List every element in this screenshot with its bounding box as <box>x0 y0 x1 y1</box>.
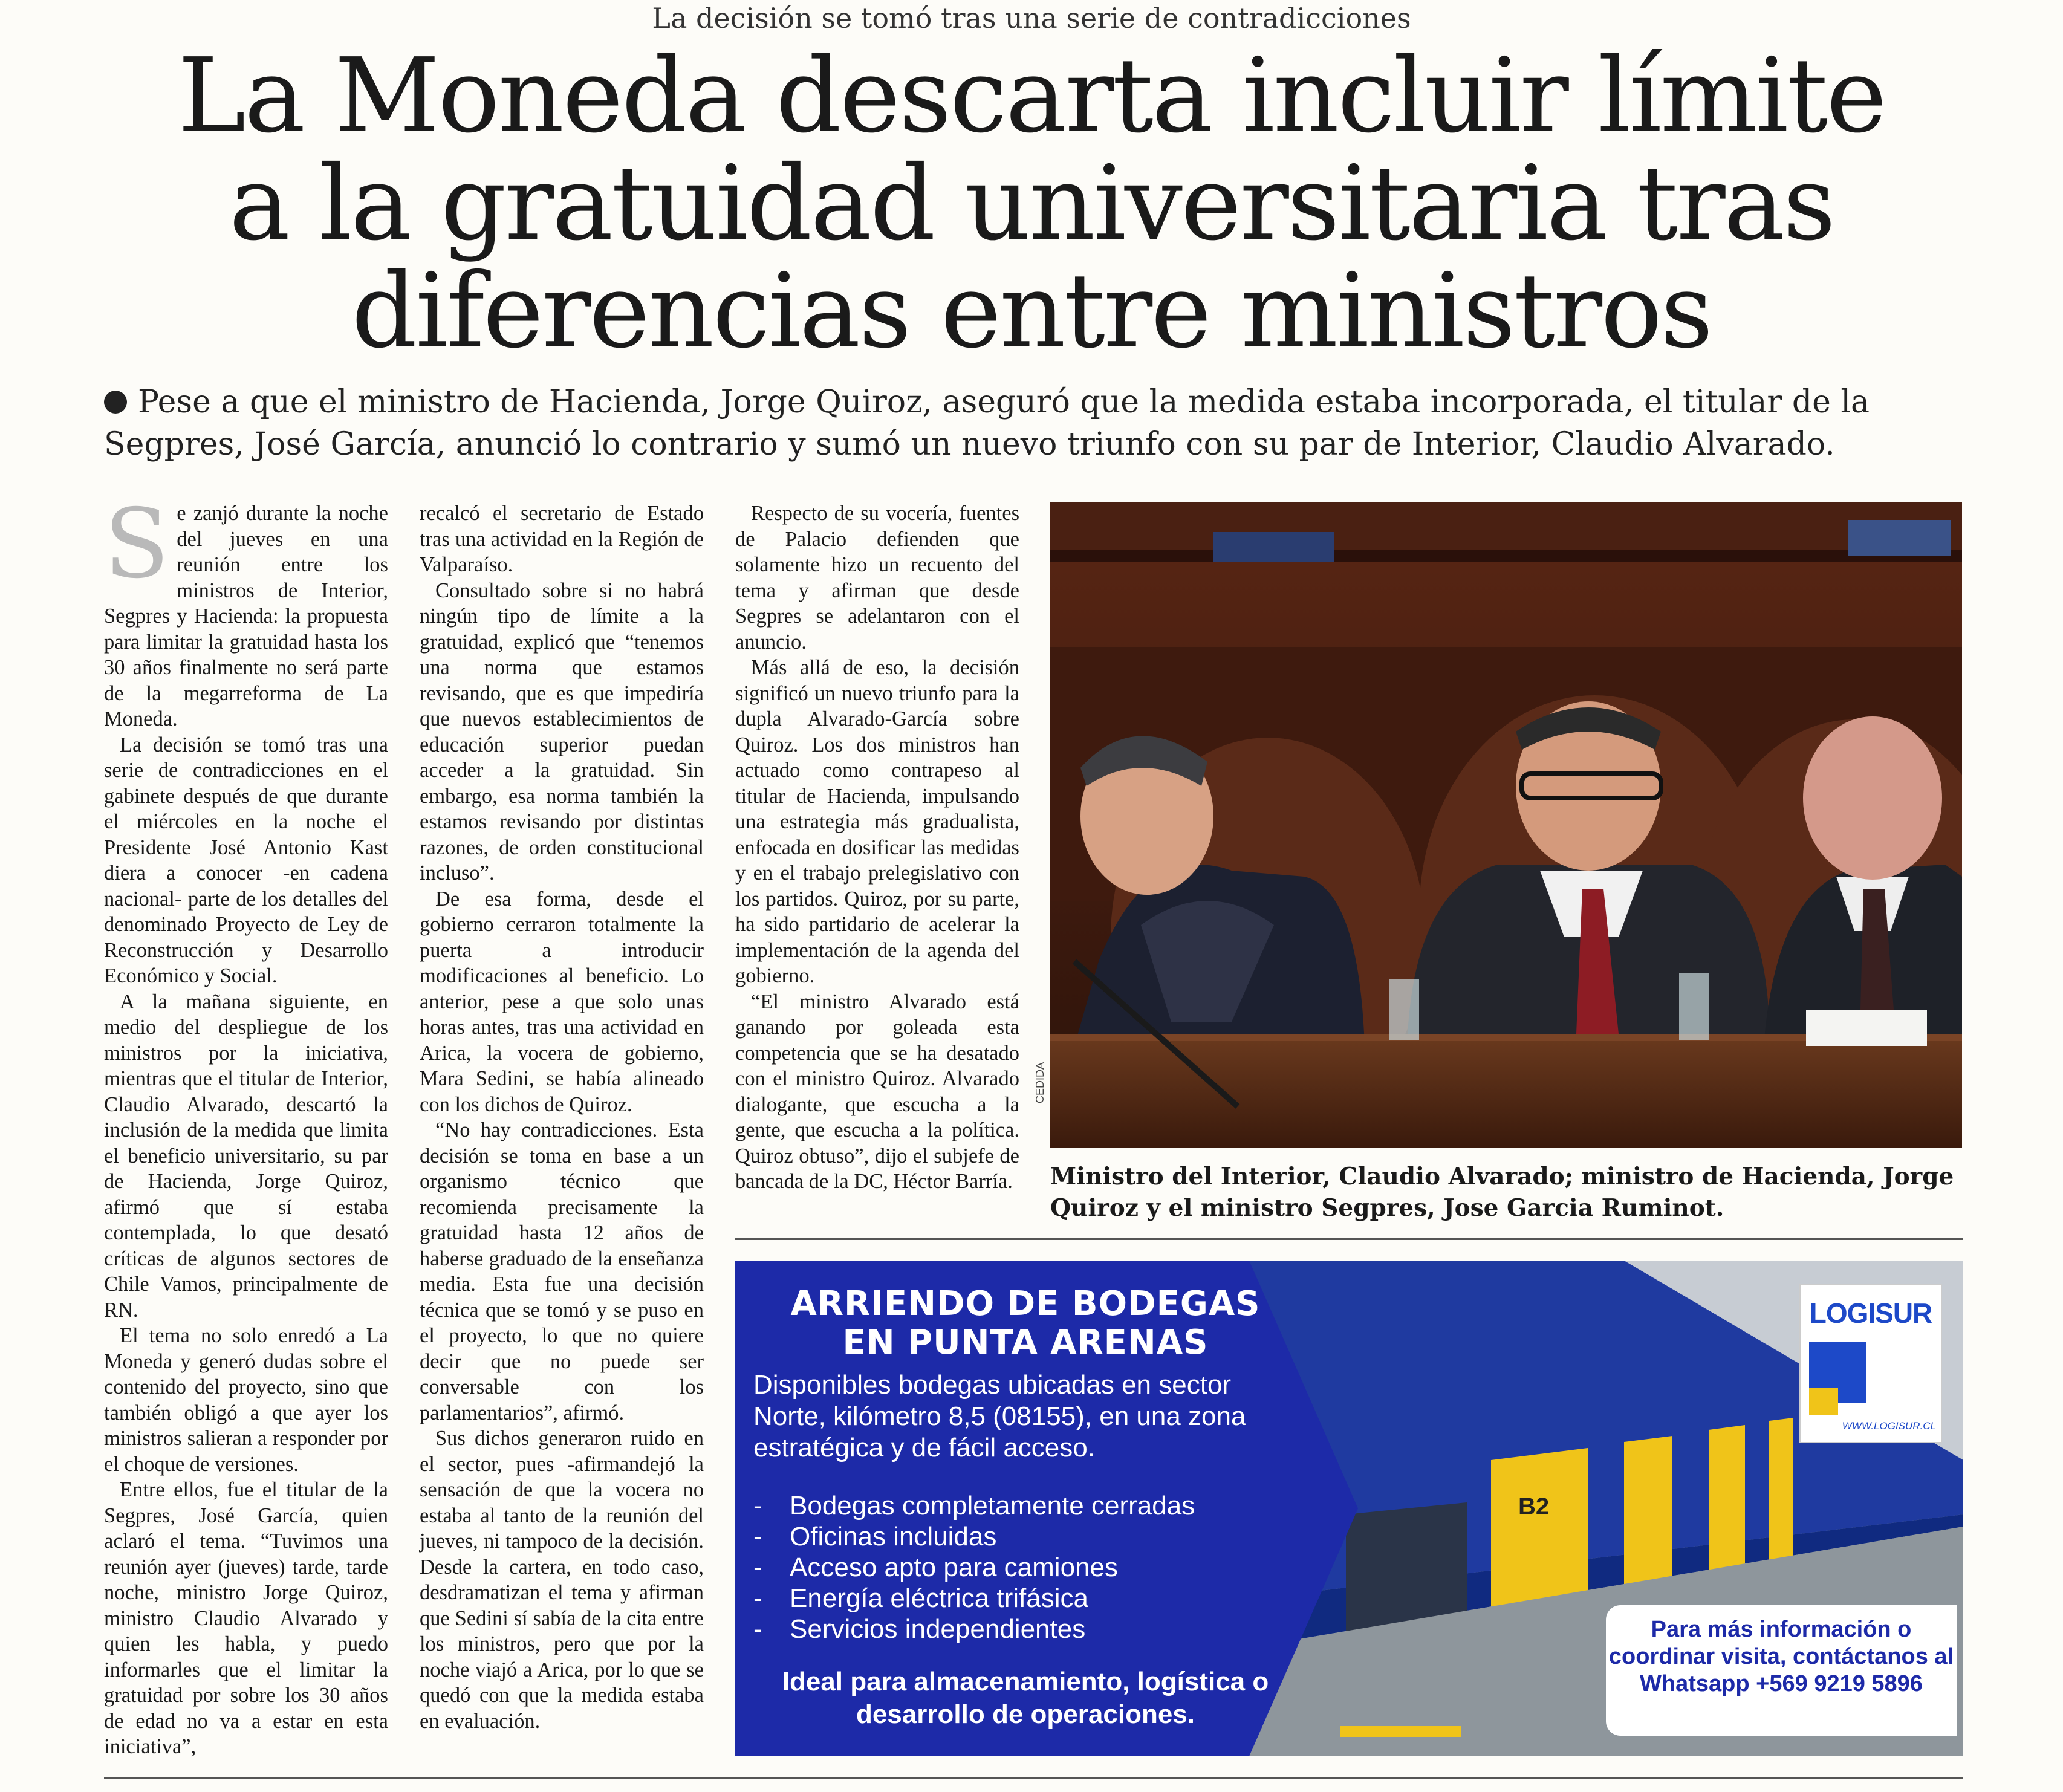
warehouse-door-label: B2 <box>1518 1493 1550 1520</box>
list-item: - Acceso apto para camiones <box>753 1553 1118 1582</box>
paragraph: recalcó el secretario de Estado tras una actividad en la Región de Valparaíso. <box>420 502 704 576</box>
ministers-photo <box>1050 502 1962 1148</box>
contact-info: Para más información o coordinar visita, contáctanos al Whatsapp +569 9219 5896 <box>1608 1617 1954 1696</box>
bullet-icon <box>104 391 127 414</box>
logo-url: WWW.LOGISUR.CL <box>1842 1420 1936 1432</box>
logo-square-yellow <box>1809 1388 1838 1415</box>
ministers-illustration <box>1050 502 1962 1148</box>
ad-title: ARRIENDO DE BODEGAS EN PUNTA ARENAS <box>790 1284 1261 1362</box>
photo-caption: Ministro del Interior, Claudio Alvarado; ministro de Hacienda, Jorge Quiroz y el ministro Segpres, Jose Garcia Ruminot. <box>1050 1163 1954 1222</box>
paragraph: Entre ellos, fue el titular de la Segpres, José García, quien aclaró el tema. “Tuvimos una reunión ayer (jueves) tarde, tarde noche, ministro Jorge Quiroz, ministro Claudio Alvarado y quien les habla, y puedo informarles que el limitar la gratuidad por sobre los 30 años de edad no va a estar en esta iniciativa”, <box>104 1478 388 1758</box>
notepad <box>1806 1010 1927 1046</box>
list-item: - Energía eléctrica trifásica <box>753 1583 1088 1613</box>
logo-name: LOGISUR <box>1809 1297 1932 1329</box>
water-glass <box>1389 979 1419 1040</box>
deck-text: Pese a que el ministro de Hacienda, Jorge Quiroz, aseguró que la medida estaba incorporada, el titular de la Segpres, José García, anunció lo contrario y sumó un nuevo triunfo con su par de Interior, Claudio Alvarado. <box>104 384 1870 463</box>
paragraph: La decisión se tomó tras una serie de contradicciones en el gabinete después de que durante el miércoles en la noche el Presidente José Antonio Kast diera a conocer -en cadena nacional- parte de los detalles del denominado Proyecto de Ley de Reconstrucción y Desarrollo Económico y Social. <box>104 733 388 987</box>
ad-description: Disponibles bodegas ubicadas en sector Norte, kilómetro 8,5 (08155), en una zona estratégica y de fácil acceso. <box>753 1370 1246 1462</box>
list-item: - Oficinas incluidas <box>753 1522 997 1551</box>
headline-line-1: La Moneda descarta incluir límite <box>177 36 1886 156</box>
ad-text-panel <box>735 1261 1316 1756</box>
drop-cap: S <box>104 489 170 600</box>
article-kicker: La decisión se tomó tras una serie de contradicciones <box>652 2 1411 34</box>
section-divider <box>735 1238 1963 1240</box>
blue-booklets <box>1848 520 1951 556</box>
logisur-logo <box>1799 1284 1942 1443</box>
list-item: - Servicios independientes <box>753 1614 1086 1644</box>
paragraph: A la mañana siguiente, en medio del despliegue de los ministros por la iniciativa, mientras que el titular de Interior, Claudio Alvarado, descartó la inclusión de la medida que limita el beneficio universitario, su par de Hacienda, Jorge Quiroz, afirmó que sí estaba contemplada, lo que desató críticas de algunos sectores de Chile Vamos, principalmente de RN. <box>104 990 388 1322</box>
paragraph: Se zanjó durante la noche del jueves en una reunión entre los ministros de Interior, Segpres y Hacienda: la propuesta para limitar la gratuidad hasta los 30 años finalmente no será parte de la megarreforma de La Moneda. <box>104 489 388 730</box>
page-bottom-rule <box>104 1777 1963 1779</box>
paragraph: “No hay contradicciones. Esta decisión se toma en base a un organismo técnico que recomienda precisamente la gratuidad hasta 12 años de haberse graduado de la enseñanza media. Esta fue una decisión técnica que se tomó y se puso en el proyecto, lo que no quiere decir que no puede ser conversable con los parlamentarios”, afirmó. <box>420 1118 704 1424</box>
article-column-1 <box>104 489 388 1760</box>
paragraph: Respecto de su vocería, fuentes de Palacio defienden que solamente hizo un recuento del tema y afirman que desde Segpres se adelantaron con el anuncio. <box>735 502 1019 654</box>
list-item: - Bodegas completamente cerradas <box>753 1491 1195 1521</box>
contact-info-box <box>1606 1605 1957 1736</box>
ad-call-to-action: Ideal para almacenamiento, logística o desarrollo de operaciones. <box>782 1667 1269 1729</box>
ad-feature-list <box>753 1490 1195 1644</box>
advertisement <box>735 1261 1963 1756</box>
photo-credit: CEDIDA <box>1034 1062 1046 1103</box>
article-column-3 <box>735 501 1019 1195</box>
article-deck <box>104 381 1924 466</box>
paragraph: Sus dichos generaron ruido en el sector, pues -afirmandejó la sensación de que la vocera no estaba al tanto de la reunión del jueves, ni tampoco de la decisión. Desde la cartera, en todo caso, desdramatizan el tema y afirman que Sedini sí sabía de la cita entre los ministros, pero que por la noche viajó a Arica, por lo que se quedó con que la medida estaba en evaluación. <box>420 1427 704 1733</box>
headline-line-2: a la gratuidad universitaria tras <box>229 144 1834 264</box>
article-headline <box>121 36 1942 371</box>
paragraph: De esa forma, desde el gobierno cerraron totalmente la puerta a introducir modificaciones al beneficio. Lo anterior, pese a que solo unas horas antes, tras una actividad en Arica, la vocera de gobierno, Mara Sedini, se había alineado con los dichos de Quiroz. <box>420 887 704 1116</box>
paragraph: Consultado sobre si no habrá ningún tipo de límite a la gratuidad, explicó que “tenemos una norma que estamos revisando, que es que impediría que nuevos establecimientos de educación superior puedan acceder a la gratuidad. Sin embargo, esa norma también la estamos revisando por distintas razones, de orden constitucional incluso”. <box>420 579 704 885</box>
blue-booklets <box>1213 532 1334 562</box>
article-column-2 <box>420 501 704 1734</box>
face <box>1803 716 1942 880</box>
paragraph: El tema no solo enredó a La Moneda y generó dudas sobre el contenido del proyecto, sino que también obligó a que ayer los ministros salieran a responder por el choque de versiones. <box>104 1324 388 1476</box>
paragraph: Más allá de eso, la decisión significó un nuevo triunfo para la dupla Alvarado-García sobre Quiroz. Los dos ministros han actuado como contrapeso al titular de Hacienda, impulsando una estrategia más gradualista, enfocada en dosificar las medidas y en el trabajo prelegislativo con los partidos. Quiroz, por su parte, ha sido partidario de acelerar la implementación de la agenda del gobierno. <box>735 656 1019 987</box>
headline-line-3: diferencias entre ministros <box>351 252 1712 371</box>
paragraph: “El ministro Alvarado está ganando por goleada esta competencia que se ha desatado con el ministro Quiroz. Alvarado dialogante, que escucha a la gente, que escucha a la política. Quiroz obtuso”, dijo el subjefe de bancada de la DC, Héctor Barría. <box>735 990 1019 1193</box>
water-glass <box>1679 973 1709 1040</box>
